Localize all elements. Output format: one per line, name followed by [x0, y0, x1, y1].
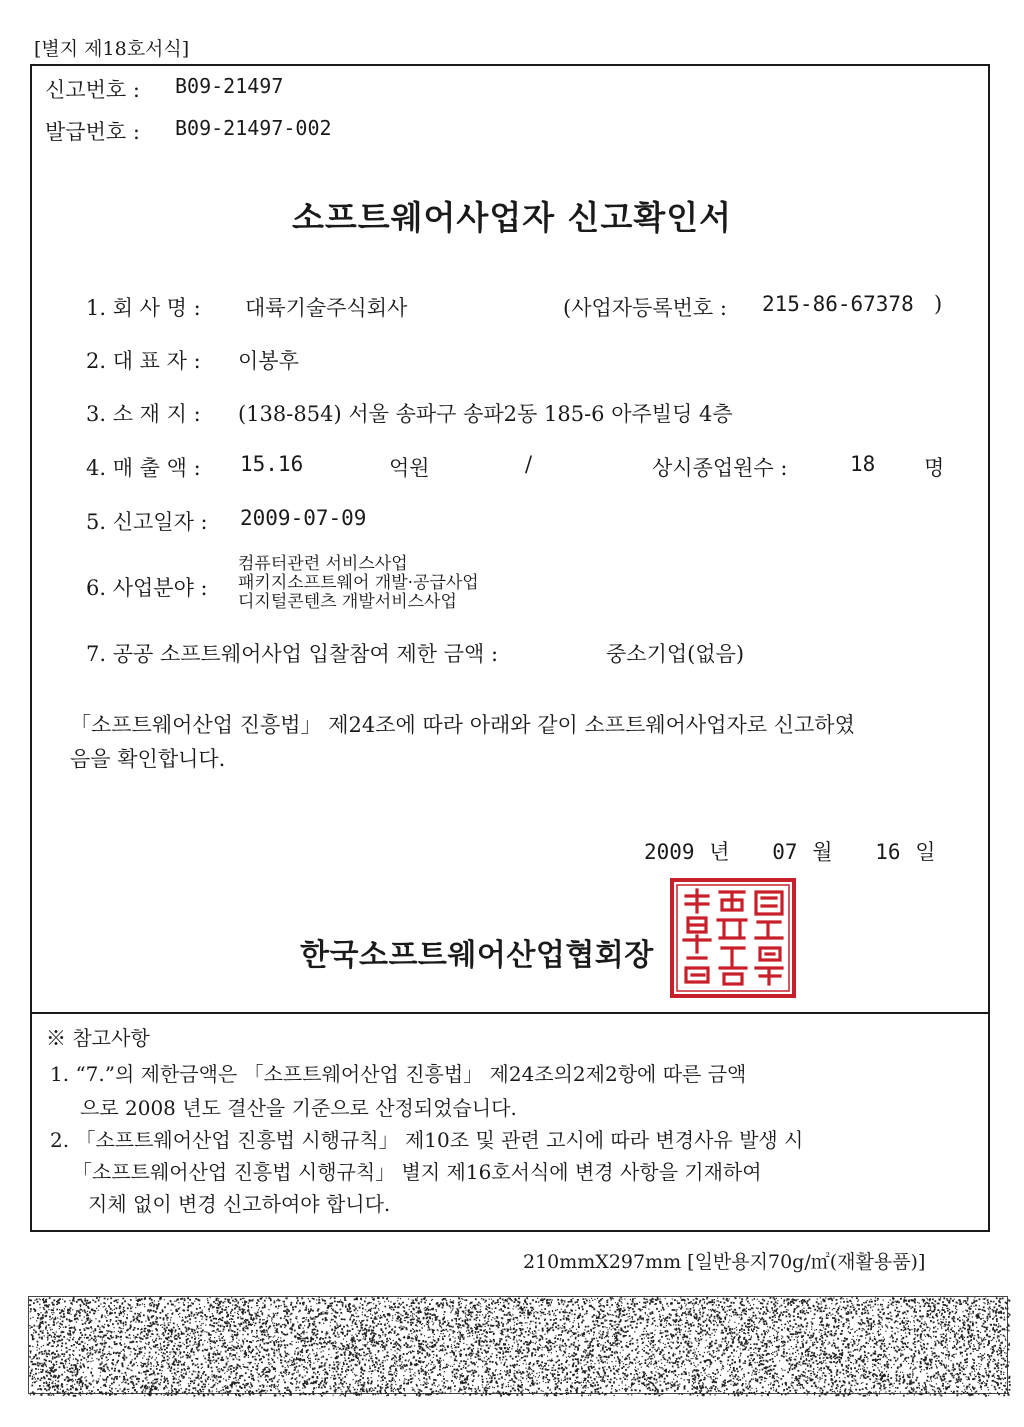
- sales-unit: 억원: [389, 456, 430, 480]
- security-noise-pattern: [28, 1296, 1008, 1394]
- sales-label: 4. 매 출 액 :: [86, 456, 201, 480]
- note-line: 2. 「소프트웨어산업 진흥법 시행규칙」 제10조 및 관련 고시에 따라 변경사유 발생 시: [50, 1128, 804, 1152]
- brn-value: 215-86-67378: [762, 292, 914, 316]
- report-number-value: B09-21497: [175, 74, 284, 98]
- report-date-value: 2009-07-09: [240, 506, 367, 530]
- notes-heading: ※ 참고사항: [46, 1026, 150, 1050]
- address-label: 3. 소 재 지 :: [86, 402, 201, 426]
- official-seal-icon: [668, 872, 798, 1000]
- seal-caption: 한국소프트웨어산업협회장: [733, 872, 745, 873]
- report-number-label: 신고번호 :: [45, 78, 140, 102]
- bid-limit-label: 7. 공공 소프트웨어사업 입찰참여 제한 금액 :: [86, 642, 499, 666]
- issue-date: [644, 836, 936, 866]
- sales-separator: /: [525, 452, 533, 476]
- sales-value: 15.16: [240, 452, 304, 476]
- representative-label: 2. 대 표 자 :: [86, 349, 201, 373]
- note-line: 1. “7.”의 제한금액은 「소프트웨어산업 진흥법」 제24조의2제2항에 따른 금액: [50, 1062, 747, 1086]
- issue-number-label: 발급번호 :: [45, 120, 140, 144]
- company-label: 1. 회 사 명 :: [86, 296, 201, 320]
- representative-name: 이봉후: [238, 349, 299, 373]
- employees-value: 18: [850, 452, 876, 476]
- brn-close: ): [934, 292, 943, 316]
- issuer-name: 한국소프트웨어산업협회장: [300, 938, 654, 973]
- document-title: 소프트웨어사업자 신고확인서: [292, 198, 732, 237]
- report-date-label: 5. 신고일자 :: [86, 510, 208, 534]
- business-field-item: 컴퓨터관련 서비스사업: [238, 554, 408, 574]
- note-line: 지체 없이 변경 신고하여야 합니다.: [88, 1192, 391, 1216]
- issue-month: 07: [772, 840, 798, 864]
- business-field-item: 디지털콘텐츠 개발서비스사업: [238, 592, 457, 612]
- issue-year-unit: 년: [709, 840, 730, 864]
- brn-label: (사업자등록번호 :: [563, 296, 727, 320]
- employees-label: 상시종업원수 :: [652, 456, 788, 480]
- issue-day: 16: [875, 840, 901, 864]
- issue-number-value: B09-21497-002: [175, 116, 332, 140]
- issue-year: 2009: [644, 840, 695, 864]
- note-line: 으로 2008 년도 결산을 기준으로 산정되었습니다.: [80, 1096, 517, 1120]
- noise-pattern-icon: [29, 1297, 1009, 1395]
- company-name: 대륙기술주식회사: [245, 296, 408, 320]
- noise-dots: [29, 1297, 1011, 1397]
- employees-unit: 명: [924, 456, 945, 480]
- issue-month-unit: 월: [812, 840, 833, 864]
- note-line: 「소프트웨어산업 진흥법 시행규칙」 별지 제16호서식에 변경 사항을 기재하여: [72, 1160, 762, 1184]
- form-label: [별지 제18호서식]: [34, 38, 190, 60]
- bid-limit-value: 중소기업(없음): [606, 642, 745, 666]
- business-field-item: 패키지소프트웨어 개발·공급사업: [238, 573, 479, 593]
- statement-line: 「소프트웨어산업 진흥법」 제24조에 따라 아래와 같이 소프트웨어사업자로 신고하였: [70, 713, 855, 737]
- address-value: (138-854) 서울 송파구 송파2동 185-6 아주빌딩 4층: [238, 402, 733, 426]
- statement-line: 음을 확인합니다.: [70, 747, 226, 771]
- report-number-row: [45, 74, 284, 104]
- paper-specification: 210mmX297mm [일반용지70g/㎡(재활용품)]: [523, 1251, 926, 1273]
- business-field-label: 6. 사업분야 :: [86, 576, 208, 600]
- confirmation-statement: [70, 708, 950, 776]
- issue-day-unit: 일: [915, 840, 936, 864]
- issue-number-row: [45, 116, 332, 146]
